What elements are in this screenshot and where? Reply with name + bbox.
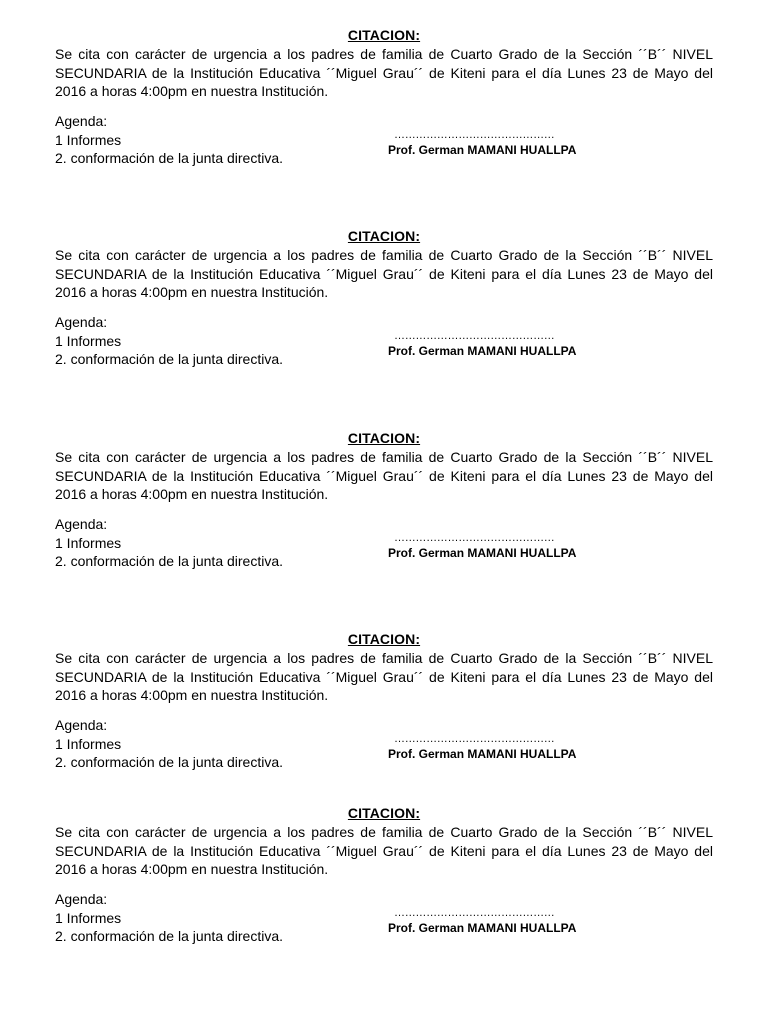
agenda-item: 2. conformación de la junta directiva.	[55, 553, 284, 569]
agenda-item: 1 Informes	[55, 131, 122, 148]
signature-block	[388, 907, 598, 935]
citation-title: CITACION:	[347, 631, 421, 647]
signature-line: ………………………………………	[394, 330, 555, 342]
agenda-item: 1 Informes	[55, 735, 122, 752]
agenda-label: Agenda:	[55, 891, 108, 907]
agenda	[55, 890, 375, 946]
agenda-item: 2. conformación de la junta directiva.	[55, 928, 284, 944]
agenda	[55, 313, 375, 369]
signature-name: Prof. German MAMANI HUALLPA	[388, 143, 577, 157]
citation-block	[0, 228, 768, 388]
agenda-item: 2. conformación de la junta directiva.	[55, 754, 284, 770]
agenda-item: 1 Informes	[55, 534, 122, 551]
agenda-label: Agenda:	[55, 516, 108, 532]
signature-line: ………………………………………	[394, 129, 555, 141]
citation-body: Se cita con carácter de urgencia a los padres de familia de Cuarto Grado de la Sección ´´B´´ NIVEL SECUNDARIA de la Institución Educativa ´´Miguel Grau´´ de Kiteni para el día Lunes 23 de Mayo del 2016 a horas 4:00pm en nuestra Institución.	[55, 824, 713, 877]
signature-line: ………………………………………	[394, 907, 555, 919]
citation-title: CITACION:	[347, 27, 421, 43]
citation-block	[0, 27, 768, 187]
agenda	[55, 515, 375, 571]
citation-body: Se cita con carácter de urgencia a los padres de familia de Cuarto Grado de la Sección ´´B´´ NIVEL SECUNDARIA de la Institución Educativa ´´Miguel Grau´´ de Kiteni para el día Lunes 23 de Mayo del 2016 a horas 4:00pm en nuestra Institución.	[55, 449, 713, 502]
agenda	[55, 112, 375, 168]
agenda-item: 1 Informes	[55, 332, 122, 349]
signature-name: Prof. German MAMANI HUALLPA	[388, 344, 577, 358]
signature-block	[388, 733, 598, 761]
citation-body: Se cita con carácter de urgencia a los padres de familia de Cuarto Grado de la Sección ´´B´´ NIVEL SECUNDARIA de la Institución Educativa ´´Miguel Grau´´ de Kiteni para el día Lunes 23 de Mayo del 2016 a horas 4:00pm en nuestra Institución.	[55, 650, 713, 703]
citation-block	[0, 430, 768, 590]
agenda	[55, 716, 375, 772]
agenda-label: Agenda:	[55, 717, 108, 733]
citation-title: CITACION:	[347, 430, 421, 446]
signature-name: Prof. German MAMANI HUALLPA	[388, 747, 577, 761]
citation-title: CITACION:	[347, 228, 421, 244]
agenda-label: Agenda:	[55, 113, 108, 129]
signature-name: Prof. German MAMANI HUALLPA	[388, 921, 577, 935]
citation-block	[0, 805, 768, 965]
signature-block	[388, 532, 598, 560]
signature-line: ………………………………………	[394, 532, 555, 544]
signature-line: ………………………………………	[394, 733, 555, 745]
citation-body: Se cita con carácter de urgencia a los padres de familia de Cuarto Grado de la Sección ´´B´´ NIVEL SECUNDARIA de la Institución Educativa ´´Miguel Grau´´ de Kiteni para el día Lunes 23 de Mayo del 2016 a horas 4:00pm en nuestra Institución.	[55, 46, 713, 99]
signature-name: Prof. German MAMANI HUALLPA	[388, 546, 577, 560]
citation-body: Se cita con carácter de urgencia a los padres de familia de Cuarto Grado de la Sección ´´B´´ NIVEL SECUNDARIA de la Institución Educativa ´´Miguel Grau´´ de Kiteni para el día Lunes 23 de Mayo del 2016 a horas 4:00pm en nuestra Institución.	[55, 247, 713, 300]
signature-block	[388, 129, 598, 157]
agenda-item: 1 Informes	[55, 909, 122, 926]
agenda-label: Agenda:	[55, 314, 108, 330]
signature-block	[388, 330, 598, 358]
citation-block	[0, 631, 768, 791]
citation-title: CITACION:	[347, 805, 421, 821]
agenda-item: 2. conformación de la junta directiva.	[55, 150, 284, 166]
agenda-item: 2. conformación de la junta directiva.	[55, 351, 284, 367]
